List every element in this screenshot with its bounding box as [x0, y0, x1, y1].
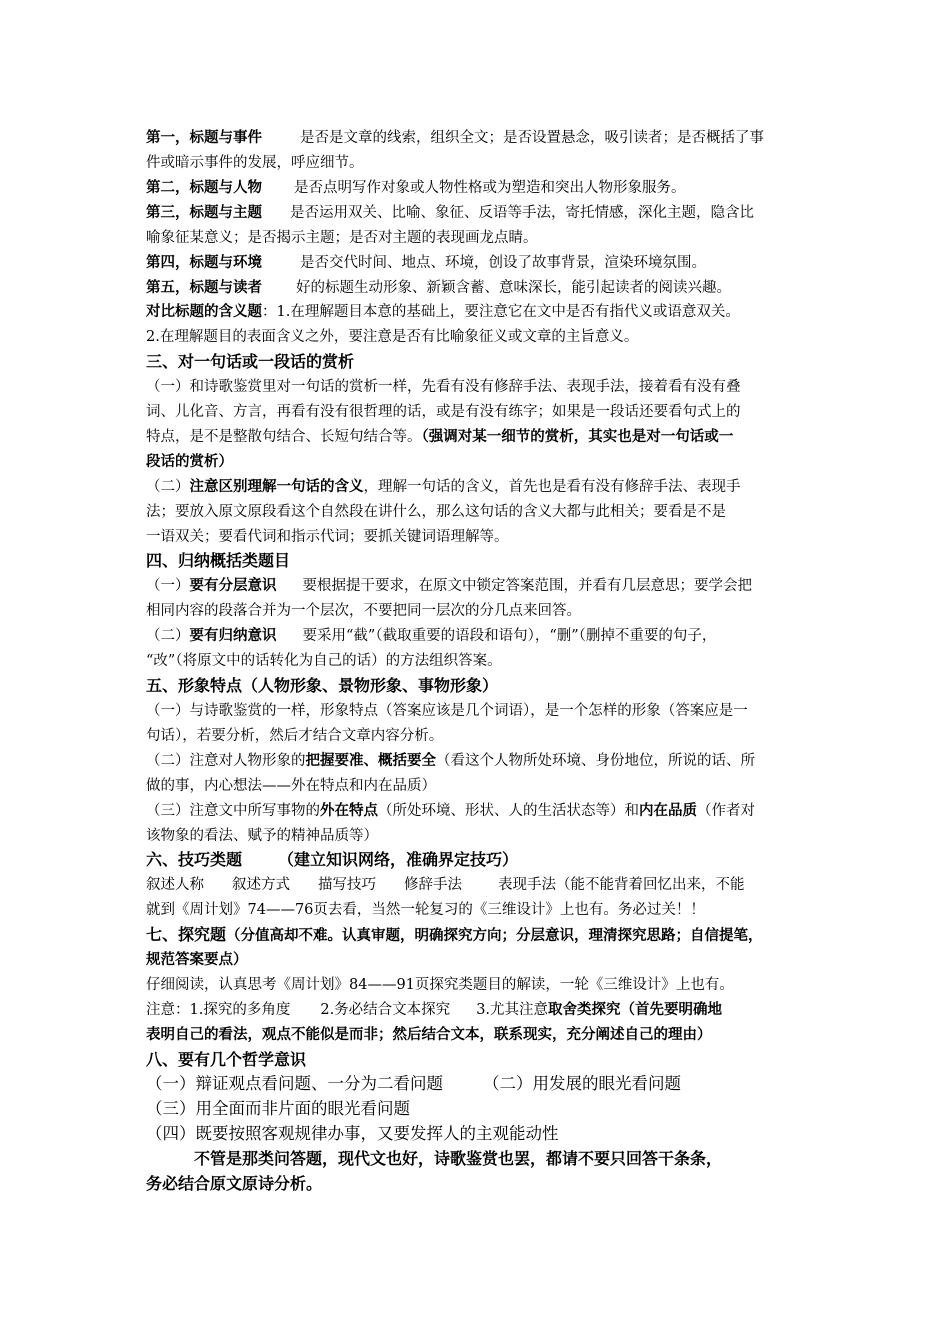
text-line — [146, 1000, 816, 1020]
text-line — [146, 1124, 816, 1144]
text-run: 务必结合原文原诗分析。 — [146, 1174, 323, 1193]
text-run: （作者对 — [697, 803, 755, 819]
text-line — [146, 726, 816, 746]
text-run: 要采用“截”（截取重要的语段和语句），“删”（删掉不重要的句子， — [302, 628, 717, 644]
text-run: （三）注意文中所写事物的 — [146, 803, 320, 819]
text-run: 注意：1.探究的多角度 — [146, 1002, 291, 1018]
text-line — [146, 576, 816, 596]
text-run: 仔细阅读，认真思考《周计划》84——91页探究类题目的解读，一轮《三维设计》上也有。 — [146, 977, 734, 993]
text-line — [146, 228, 816, 248]
text-run: 三、对一句话或一段话的赏析 — [146, 352, 355, 371]
emphasis-text: 把握要准、概括要全 — [305, 752, 436, 769]
emphasis-text: 对比标题的含义题 — [146, 303, 262, 320]
text-run: 描写技巧 — [318, 877, 376, 893]
text-run: （二） — [146, 479, 190, 495]
text-line — [146, 826, 816, 846]
text-line — [146, 452, 816, 472]
text-run: 修辞手法 — [404, 877, 462, 893]
text-run: 是否点明写作对象或人物性格或为塑造和突出人物形象服务。 — [294, 180, 686, 196]
text-run: 喻象征某意义；是否揭示主题；是否对主题的表现画龙点睛。 — [146, 230, 538, 246]
emphasis-text: （强调对某一细节的赏析，其实也是对一句话或一 — [421, 428, 734, 445]
text-run: （三）用全面而非片面的眼光看问题 — [146, 1099, 410, 1118]
emphasis-text: 段话的赏析） — [146, 453, 233, 470]
text-line — [146, 701, 816, 721]
emphasis-text: 第四，标题与环境 — [146, 254, 262, 271]
text-run: 五、形象特点（人物形象、景物形象、事物形象） — [146, 676, 499, 695]
text-line — [146, 1099, 816, 1119]
text-run: 该物象的看法、赋予的精神品质等） — [146, 828, 378, 844]
emphasis-text: 第三，标题与主题 — [146, 204, 262, 221]
text-line — [146, 427, 816, 447]
text-line — [146, 253, 816, 273]
text-run: （四）既要按照客观规律办事，又要发挥人的主观能动性 — [146, 1124, 559, 1143]
text-run: 是否是文章的线索，组织全文；是否设置悬念，吸引读者；是否概括了事 — [300, 130, 764, 146]
text-run: （二） — [146, 628, 190, 644]
text-line — [146, 601, 816, 621]
emphasis-text: 取舍类探究（首先要明确地 — [548, 1001, 723, 1018]
text-run: 就到《周计划》74——76页去看，当然一轮复习的《三维设计》上也有。务必过关！！ — [146, 902, 705, 918]
text-run: 四、归纳概括类题目 — [146, 551, 291, 570]
text-run: （一）辩证观点看问题、一分为二看问题 — [146, 1074, 443, 1093]
text-line — [146, 178, 816, 198]
text-line — [146, 875, 816, 895]
section-heading — [146, 352, 816, 372]
text-line — [146, 477, 816, 497]
emphasis-text: 第二，标题与人物 — [146, 179, 262, 196]
section-heading — [146, 1050, 816, 1070]
text-run: （一）与诗歌鉴赏的一样，形象特点（答案应该是几个词语），是一个怎样的形象（答案应是一 — [146, 703, 748, 719]
text-line — [146, 651, 816, 671]
text-run: 表现手法（能不能背着回忆出来，不能 — [498, 877, 745, 893]
text-line — [146, 626, 816, 646]
text-line — [146, 327, 816, 347]
text-run: 2.务必结合文本探究 — [320, 1002, 451, 1018]
section-heading — [146, 551, 816, 571]
text-run: 叙述方式 — [232, 877, 290, 893]
text-line — [146, 377, 816, 397]
text-run: 做的事，内心想法——外在特点和内在品质） — [146, 778, 436, 794]
text-line — [146, 527, 816, 547]
text-run: 词、儿化音、方言，再看有没有很哲理的话，或是有没有练字；如果是一段话还要看句式上的 — [146, 404, 741, 420]
emphasis-text: 表明自己的看法，观点不能似是而非；然后结合文本，联系现实，充分阐述自己的理由） — [146, 1026, 712, 1043]
text-line — [146, 502, 816, 522]
emphasis-text: 规范答案要点） — [146, 951, 248, 968]
text-run: 特点，是不是整散句结合、长短句结合等。 — [146, 429, 422, 445]
emphasis-text: 七、探究题 — [146, 925, 227, 944]
text-run: （看这个人物所处环境、身份地位，所说的话、所 — [436, 753, 755, 769]
text-run: 不管是那类问答题，现代文也好，诗歌鉴赏也罢，都请不要只回答干条条， — [194, 1149, 723, 1168]
text-run: 是否交代时间、地点、环境，创设了故事背景，渲染环境氛围。 — [300, 255, 706, 271]
text-line — [146, 801, 816, 821]
text-line — [146, 402, 816, 422]
section-heading — [146, 850, 816, 870]
text-line — [146, 975, 816, 995]
emphasis-text: 内在品质 — [639, 802, 697, 819]
text-run: 3.尤其注意 — [476, 1002, 549, 1018]
text-run: （一）和诗歌鉴赏里对一句话的赏析一样，先看有没有修辞手法、表现手法，接着看有没有叠 — [146, 379, 741, 395]
text-run: （二）用发展的眼光看问题 — [483, 1074, 681, 1093]
text-run: 要根据提干要求，在原文中锁定答案范围，并看有几层意思；要学会把 — [302, 578, 752, 594]
emphasis-text: 要有归纳意识 — [189, 627, 277, 644]
text-line — [146, 751, 816, 771]
text-run: （建立知识网络，准确界定技巧） — [278, 850, 519, 869]
text-run: 件或暗示事件的发展，呼应细节。 — [146, 155, 364, 171]
text-run: 2.在理解题目的表面含义之外，要注意是否有比喻象征义或文章的主旨意义。 — [146, 329, 639, 345]
text-line — [146, 950, 816, 970]
text-run: ，理解一句话的含义，首先也是看有没有修辞手法、表现手 — [363, 479, 741, 495]
text-run: 六、技巧类题 — [146, 850, 243, 869]
text-run: 好的标题生动形象、新颖含蓄、意味深长，能引起读者的阅读兴趣。 — [296, 280, 731, 296]
text-line — [146, 278, 816, 298]
section-heading — [146, 676, 816, 696]
text-line — [146, 128, 816, 148]
text-line — [146, 1074, 816, 1094]
text-line — [146, 302, 816, 322]
text-line — [146, 1174, 816, 1194]
text-run: 一语双关；要看代词和指示代词；要抓关键词语理解等。 — [146, 529, 509, 545]
text-run: ：1.在理解题目本意的基础上，要注意它在文中是否有指代义或语意双关。 — [262, 304, 740, 320]
emphasis-text: （分值高却不难。认真审题，明确探究方向；分层意识，理清探究思路；自信提笔， — [226, 927, 763, 944]
text-line — [146, 776, 816, 796]
text-run: “改”（将原文中的话转化为自己的话）的方法组织答案。 — [146, 653, 502, 669]
text-line — [146, 900, 816, 920]
emphasis-text: 外在特点 — [320, 802, 378, 819]
text-line — [146, 203, 816, 223]
text-line — [146, 925, 816, 946]
text-line — [146, 1149, 816, 1169]
emphasis-text: 第一，标题与事件 — [146, 129, 262, 146]
emphasis-text: 第五，标题与读者 — [146, 279, 262, 296]
text-run: 八、要有几个哲学意识 — [146, 1050, 307, 1069]
text-run: （所处环境、形状、人的生活状态等）和 — [378, 803, 639, 819]
emphasis-text: 要有分层意识 — [189, 577, 277, 594]
text-run: 相同内容的段落合并为一个层次，不要把同一层次的分几点来回答。 — [146, 603, 581, 619]
text-line — [146, 153, 816, 173]
emphasis-text: 注意区别理解一句话的含义 — [189, 478, 364, 495]
text-line — [146, 1025, 816, 1045]
text-run: （二）注意对人物形象的 — [146, 753, 306, 769]
text-run: 是否运用双关、比喻、象征、反语等手法，寄托情感，深化主题，隐含比 — [290, 205, 754, 221]
text-run: 叙述人称 — [146, 877, 204, 893]
text-run: （一） — [146, 578, 190, 594]
text-run: 句话），若要分析，然后才结合文章内容分析。 — [146, 728, 444, 744]
text-run: 法；要放入原文原段看这个自然段在讲什么，那么这句话的含义大都与此相关；要看是不是 — [146, 504, 726, 520]
